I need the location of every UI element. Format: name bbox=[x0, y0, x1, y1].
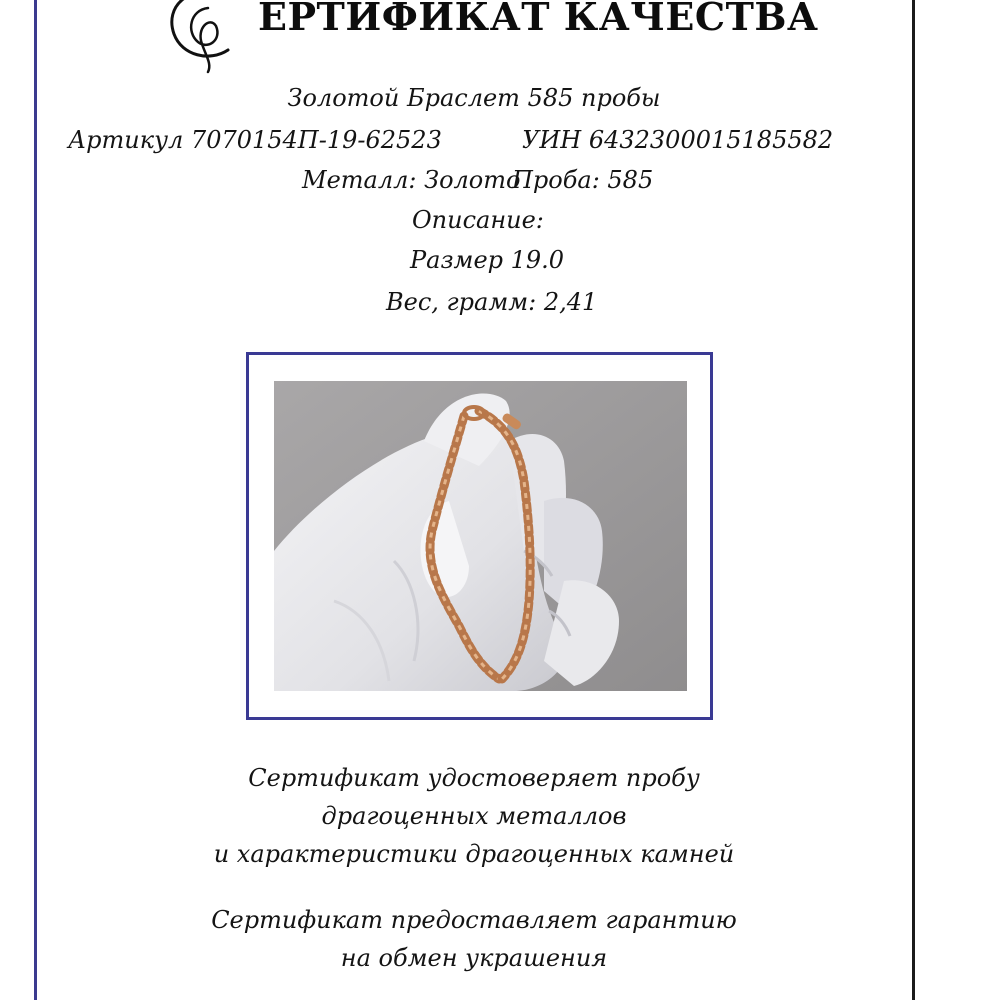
article-number: Артикул 7070154П-19-62523 bbox=[68, 126, 442, 154]
uin-number: УИН 6432300015185582 bbox=[522, 126, 834, 154]
assay-value: Проба: 585 bbox=[512, 166, 654, 194]
product-name: Золотой Браслет 585 пробы bbox=[287, 84, 661, 112]
guarantee-line-2: на обмен украшения bbox=[340, 944, 608, 972]
description-label: Описание: bbox=[412, 206, 544, 234]
size-value: Размер 19.0 bbox=[410, 246, 565, 274]
statement-line-1: Сертификат удостоверяет пробу bbox=[248, 764, 700, 792]
metal-value: Металл: Золото bbox=[302, 166, 521, 194]
monogram-c-logo bbox=[150, 0, 250, 80]
statement-line-3: и характеристики драгоценных камней bbox=[213, 840, 735, 868]
statement-line-2: драгоценных металлов bbox=[321, 802, 627, 830]
weight-value: Вес, грамм: 2,41 bbox=[386, 288, 598, 316]
bracelet-photo bbox=[274, 381, 687, 691]
gold-bracelet-on-white-glove-icon bbox=[274, 381, 687, 691]
photo-frame bbox=[246, 352, 713, 720]
certificate-title: ЕРТИФИКАТ КАЧЕСТВА bbox=[258, 0, 819, 39]
guarantee-line-1: Сертификат предоставляет гарантию bbox=[211, 906, 737, 934]
